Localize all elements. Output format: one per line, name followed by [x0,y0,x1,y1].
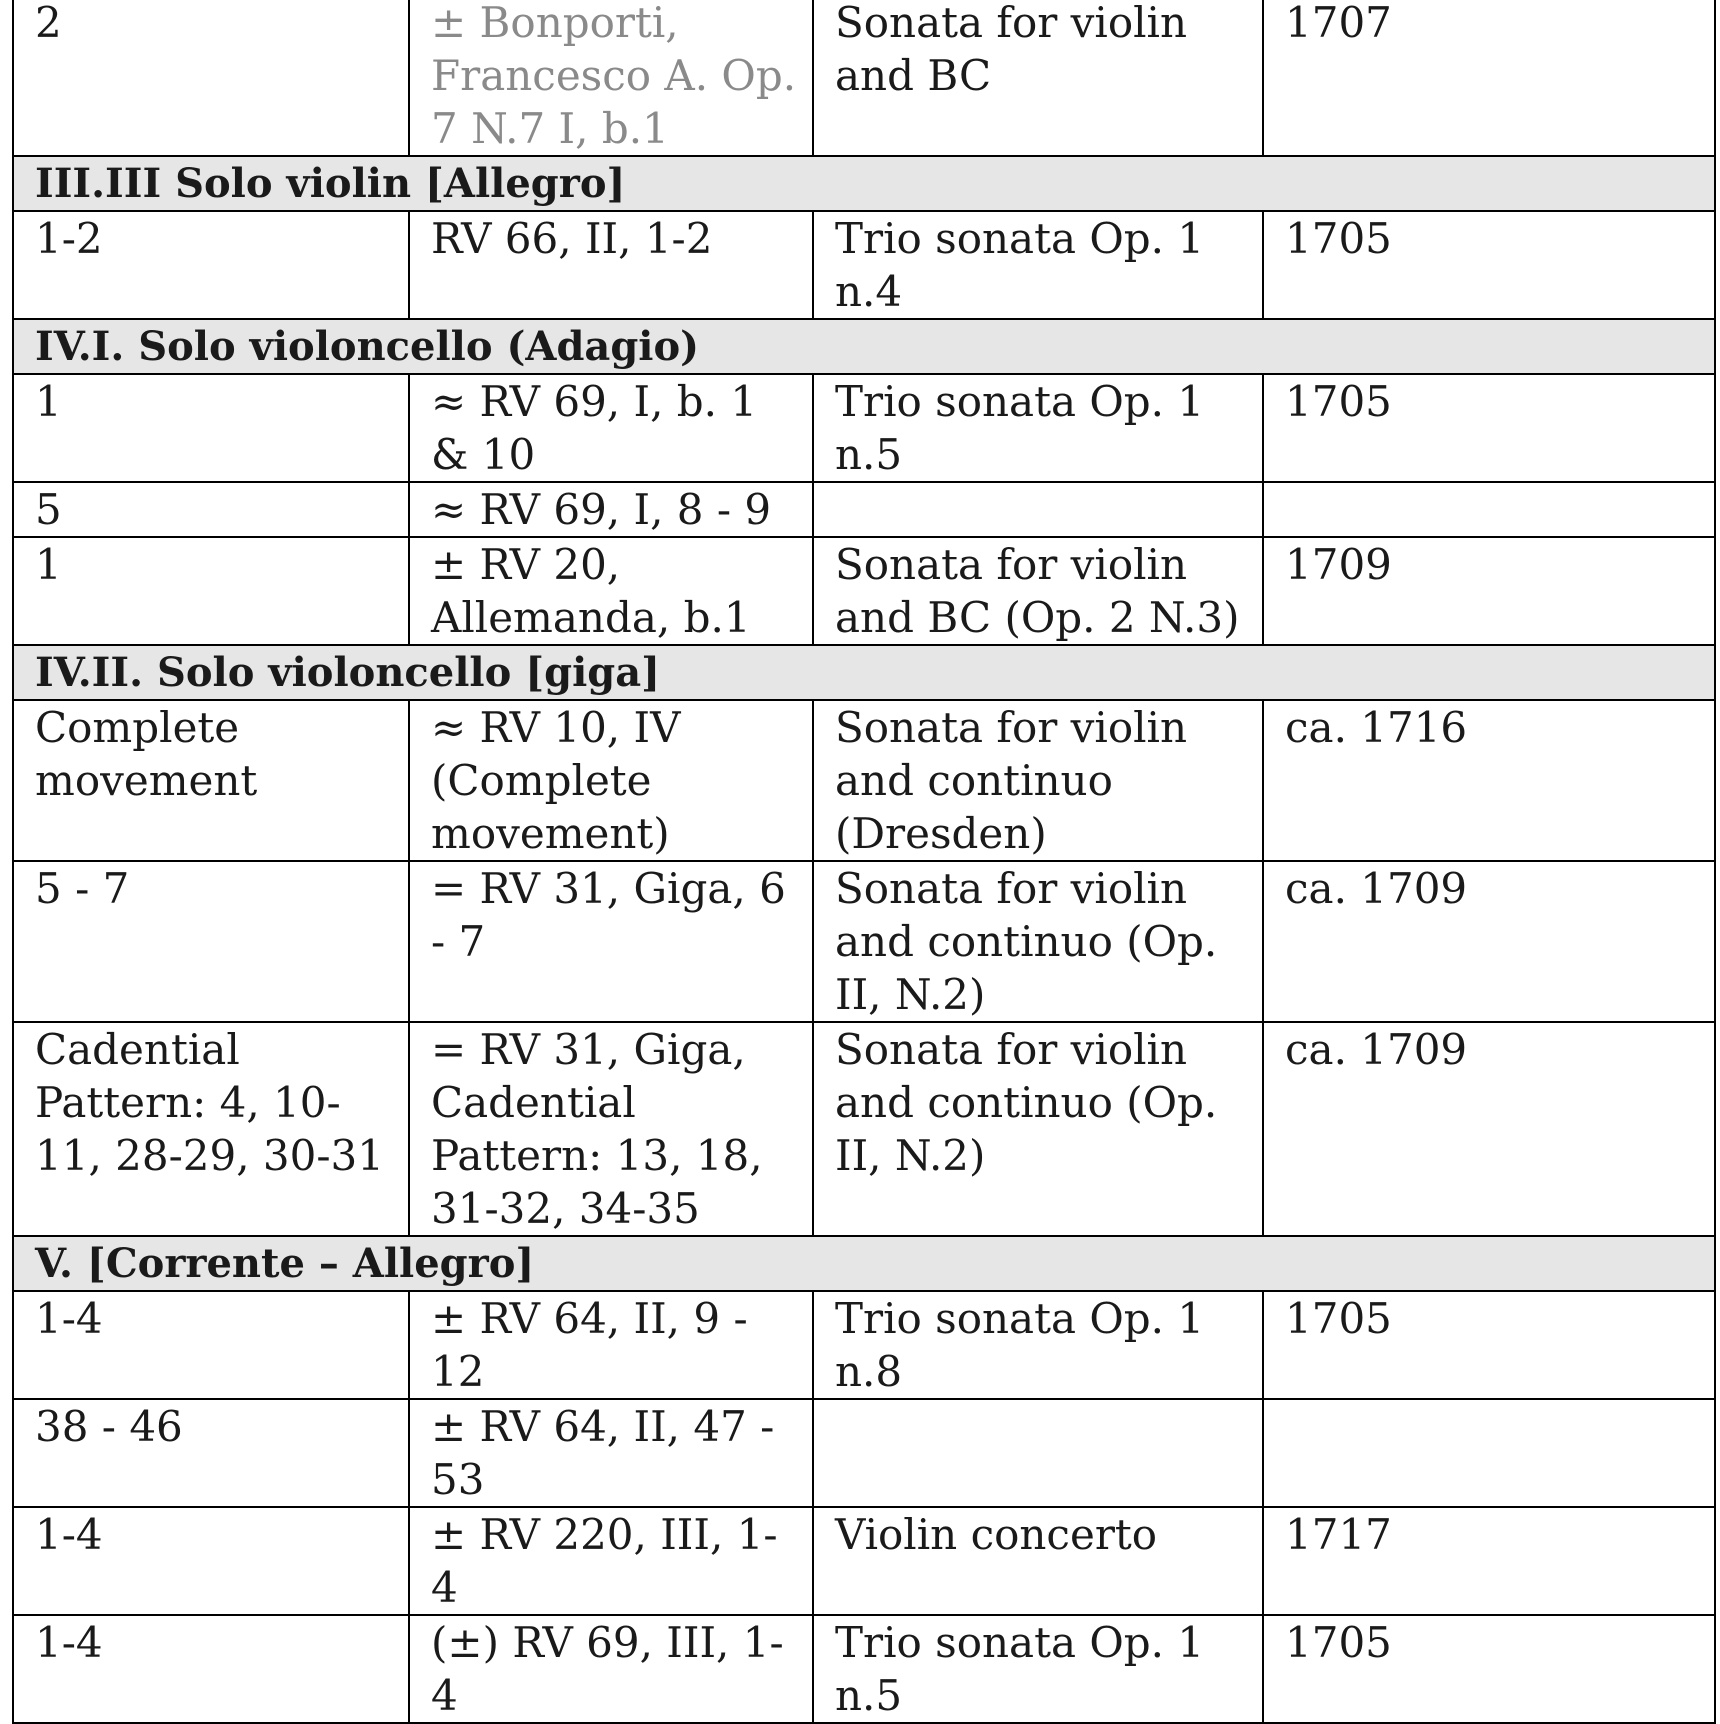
bars-cell: 1-4 [13,1291,409,1399]
source-cell: ± RV 20, Allemanda, b.1 [409,537,813,645]
bars-cell: 1 [13,537,409,645]
date-cell: 1709 [1263,537,1715,645]
bars-cell: 2 [13,0,409,156]
date-cell: 1705 [1263,1291,1715,1399]
source-cell: = RV 31, Giga, Cadential Pattern: 13, 18, 31-32, 34-35 [409,1022,813,1236]
table-row [13,0,1715,156]
table-row [13,700,1715,861]
date-cell [1263,482,1715,537]
section-title: V. [Corrente – Allegro] [13,1236,1715,1291]
source-cell: ± RV 64, II, 47 - 53 [409,1399,813,1507]
table-row [13,537,1715,645]
borrowings-table [12,0,1716,1724]
section-header-row [13,1236,1715,1291]
source-cell: RV 66, II, 1-2 [409,211,813,319]
section-header-row [13,156,1715,211]
date-cell: ca. 1709 [1263,861,1715,1022]
bars-cell: 38 - 46 [13,1399,409,1507]
work-cell: Violin concerto [813,1507,1263,1615]
bars-cell: 5 [13,482,409,537]
date-cell [1263,1399,1715,1507]
table-row [13,1022,1715,1236]
work-cell: Trio sonata Op. 1 n.4 [813,211,1263,319]
bars-cell: Cadential Pattern: 4, 10-11, 28-29, 30-31 [13,1022,409,1236]
date-cell: ca. 1716 [1263,700,1715,861]
bars-cell: Complete movement [13,700,409,861]
source-cell: ≈ RV 69, I, 8 - 9 [409,482,813,537]
section-title: IV.I. Solo violoncello (Adagio) [13,319,1715,374]
date-cell: 1705 [1263,374,1715,482]
section-header-row [13,645,1715,700]
source-cell: = RV 31, Giga, 6 - 7 [409,861,813,1022]
bars-cell: 5 - 7 [13,861,409,1022]
bars-cell: 1 [13,374,409,482]
date-cell: 1717 [1263,1507,1715,1615]
section-header-row [13,319,1715,374]
work-cell: Sonata for violin and BC (Op. 2 N.3) [813,537,1263,645]
work-cell: Trio sonata Op. 1 n.5 [813,1615,1263,1723]
source-cell: ± Bonporti, Francesco A. Op. 7 N.7 I, b.1 [409,0,813,156]
work-cell: Trio sonata Op. 1 n.5 [813,374,1263,482]
table-body [13,0,1715,1723]
table-row [13,211,1715,319]
date-cell: ca. 1709 [1263,1022,1715,1236]
date-cell: 1705 [1263,1615,1715,1723]
source-cell: ± RV 64, II, 9 - 12 [409,1291,813,1399]
date-cell: 1705 [1263,211,1715,319]
table-row [13,861,1715,1022]
source-cell: ≈ RV 10, IV (Complete movement) [409,700,813,861]
table-row [13,1291,1715,1399]
work-cell: Sonata for violin and BC [813,0,1263,156]
work-cell: Sonata for violin and continuo (Op. II, N.2) [813,861,1263,1022]
table-row [13,1615,1715,1723]
section-title: IV.II. Solo violoncello [giga] [13,645,1715,700]
work-cell [813,1399,1263,1507]
work-cell: Sonata for violin and continuo (Dresden) [813,700,1263,861]
date-cell: 1707 [1263,0,1715,156]
table-row [13,1399,1715,1507]
section-title: III.III Solo violin [Allegro] [13,156,1715,211]
table-row [13,1507,1715,1615]
work-cell: Trio sonata Op. 1 n.8 [813,1291,1263,1399]
bars-cell: 1-4 [13,1615,409,1723]
table-row [13,482,1715,537]
table-row [13,374,1715,482]
work-cell: Sonata for violin and continuo (Op. II, N.2) [813,1022,1263,1236]
source-cell: ± RV 220, III, 1-4 [409,1507,813,1615]
work-cell [813,482,1263,537]
source-cell: ≈ RV 69, I, b. 1 & 10 [409,374,813,482]
bars-cell: 1-4 [13,1507,409,1615]
source-cell: (±) RV 69, III, 1-4 [409,1615,813,1723]
bars-cell: 1-2 [13,211,409,319]
